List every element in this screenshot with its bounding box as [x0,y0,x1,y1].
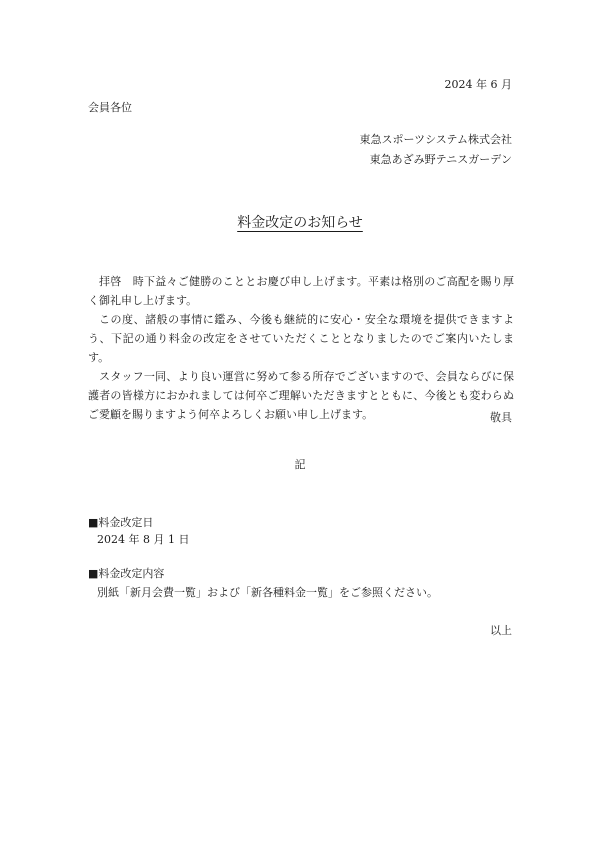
section-value-content: 別紙「新月会費一覧」および「新各種料金一覧」をご参照ください。 [97,586,438,599]
section-heading-date: ■料金改定日 [88,516,154,529]
document-date: 2024 年 6 月 [444,78,512,91]
sender-company: 東急スポーツシステム株式会社 [359,133,512,146]
sender-facility: 東急あざみ野テニスガーデン [369,153,512,166]
body-paragraph: スタッフ一同、より良い運営に努めて参る所存でございますので、会員ならびに保護者の皆様方におかれましては何卒ご理解いただきますとともに、今後とも変わらぬご愛顧を賜りますよう何卒よろしくお願い申し上げます。 [88,370,514,421]
body-paragraph: この度、諸般の事情に鑑み、今後も継続的に安心・安全な環境を提供できますよう、下記の通り料金の改定をさせていただくこととなりましたのでご案内いたします。 [88,313,514,364]
section-heading-content: ■料金改定内容 [88,567,165,580]
document-title: 料金改定のお知らせ [237,215,363,231]
body-paragraph: 拝啓 時下益々ご健勝のこととお慶び申し上げます。平素は格別のご高配を賜り厚く御礼申し上げます。 [88,275,514,307]
document-title-wrapper [0,212,600,232]
end-mark: 以上 [490,624,512,637]
section-value-date: 2024 年 8 月 1 日 [97,533,190,546]
closing-keigu: 敬具 [490,411,512,424]
sender-block [360,130,512,170]
body-text [88,272,514,424]
recipient: 会員各位 [88,101,132,114]
ki-marker: 記 [294,458,306,471]
